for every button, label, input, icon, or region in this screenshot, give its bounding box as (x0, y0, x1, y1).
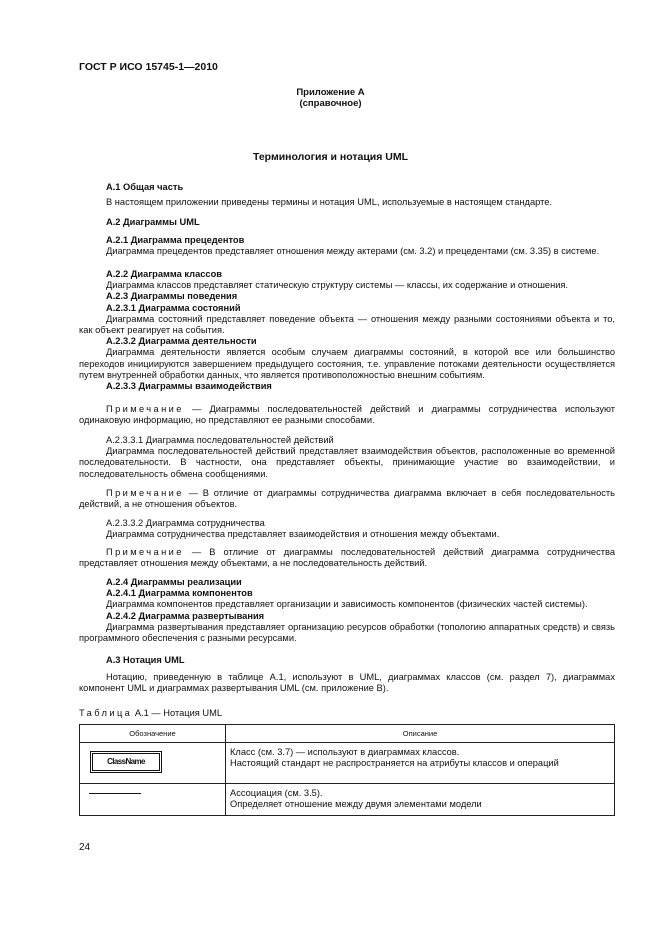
description-line: Настоящий стандарт не распространяется на атрибуты классов и операций (230, 758, 559, 769)
paragraph: Диаграмма последовательностей действий представляет взаимодействия объектов, расположенные во временной последовательности. В частности, она представляет объекты, принимающие участие во взаимодействии, и последовательность обмена сообщениями. (79, 446, 615, 479)
table-row (80, 784, 615, 816)
section-heading: А.2.4 Диаграммы реализации (106, 577, 242, 587)
section-a2-3-3-1 (79, 435, 615, 480)
note-label: Примечание (106, 404, 184, 414)
paragraph: Диаграмма состояний представляет поведение объекта — отношения между разными состояниями объекта и то, как объект реагирует на события. (79, 313, 615, 336)
section-a2-2 (79, 269, 615, 392)
paragraph: Нотацию, приведенную в таблице А.1, используют в UML, диаграммах классов (см. раздел 7), диаграммах компонент UML и диаграммах развертывания UML (см. приложение В). (79, 672, 615, 694)
section-heading: А.2 Диаграммы UML (106, 217, 200, 227)
note-interaction (79, 404, 615, 426)
class-symbol (90, 751, 162, 773)
annex-title: Приложение А (296, 87, 365, 98)
description-cell (226, 784, 615, 816)
annex-header (0, 87, 661, 109)
association-symbol-cell (80, 784, 226, 816)
paragraph: Диаграмма развертывания представляет организацию ресурсов обработки (топологию аппаратных средств) и связь программного обеспечения с разными ресурсами. (79, 621, 615, 644)
section-heading: А.2.1 Диаграмма прецедентов (106, 235, 245, 245)
page-number: 24 (79, 842, 91, 853)
section-heading: А.2.2 Диаграмма классов (106, 269, 222, 279)
table-caption (79, 708, 222, 719)
table-caption-text: А.1 — Нотация UML (132, 708, 223, 718)
paragraph: В настоящем приложении приведены термины и нотация UML, используемые в настоящем стандарте. (106, 197, 552, 208)
document-id: ГОСТ Р ИСО 15745-1—2010 (79, 61, 218, 73)
paragraph: Диаграмма сотрудничества представляет взаимодействия и отношения между объектами. (106, 529, 500, 540)
section-a2 (79, 217, 615, 228)
class-symbol-label: ClassName (92, 753, 160, 771)
table-caption-label: Таблица (79, 708, 133, 718)
table-row (80, 743, 615, 784)
section-heading: А.2.3 Диаграммы поведения (106, 291, 238, 302)
section-heading: А.3 Нотация UML (106, 655, 185, 665)
column-header-description: Описание (226, 725, 615, 743)
note-text: — Диаграммы последовательностей действий и диаграммы сотрудничества используют одинаковую информацию, но представляют ее разными способами. (79, 404, 615, 426)
note-label: Примечание (106, 488, 184, 498)
section-a3 (79, 655, 615, 695)
paragraph: Диаграмма классов представляет статическую структуру системы — классы, их содержание и отношения. (106, 280, 569, 291)
paragraph: Диаграмма прецедентов представляет отношения между актерами (см. 3.2) и прецедентами (см. 3.35) в системе. (106, 246, 600, 257)
section-heading: А.2.3.1 Диаграмма состояний (106, 302, 241, 313)
document-title: Терминология и нотация UML (252, 151, 409, 163)
note-text: — В отличие от диаграммы последовательностей действий диаграмма сотрудничества представляет отношения между объектами, а не последовательность действий. (79, 547, 615, 569)
description-line: Определяет отношение между двумя элементами модели (230, 799, 482, 810)
notation-table (79, 724, 615, 816)
note-sequence (79, 488, 615, 510)
annex-type: (справочное) (299, 98, 362, 109)
section-a2-4 (79, 577, 615, 644)
section-heading: А.1 Общая часть (106, 182, 184, 192)
table-header-row (80, 725, 615, 743)
section-heading: А.2.3.3 Диаграммы взаимодействия (106, 381, 272, 392)
association-line-symbol (89, 793, 141, 794)
note-text: — В отличие от диаграммы сотрудничества диаграмма включает в себя последовательность действий, а не отношения объектов. (79, 488, 615, 510)
section-a2-3-3-2 (79, 518, 615, 540)
section-heading: А.2.3.3.2 Диаграмма сотрудничества (106, 518, 265, 528)
description-cell (226, 743, 615, 784)
column-header-notation: Обозначение (80, 725, 226, 743)
paragraph: Диаграмма деятельности является особым случаем диаграммы состояний, в которой все или большинство переходов инициируются завершением предыдущего состояния, т.е. управление потоками деятельности осуществляется путем внутренней обработки данных, что является противоположностью внешним событиям. (79, 347, 615, 380)
description-line: Класс (см. 3.7) — используют в диаграммах классов. (230, 747, 460, 757)
section-heading: А.2.4.2 Диаграмма развертывания (106, 610, 265, 621)
section-heading: А.2.3.3.1 Диаграмма последовательностей действий (106, 435, 334, 445)
paragraph: Диаграмма компонентов представляет организации и зависимость компонентов (физических частей системы). (106, 599, 588, 610)
description-line: Ассоциация (см. 3.5). (230, 788, 323, 798)
section-a2-1 (79, 235, 615, 257)
note-collaboration (79, 547, 615, 569)
note-label: Примечание (106, 547, 184, 557)
section-heading: А.2.3.2 Диаграмма деятельности (106, 336, 257, 347)
section-a1 (79, 182, 615, 208)
class-symbol-cell (80, 743, 226, 784)
section-heading: А.2.4.1 Диаграмма компонентов (106, 588, 253, 599)
